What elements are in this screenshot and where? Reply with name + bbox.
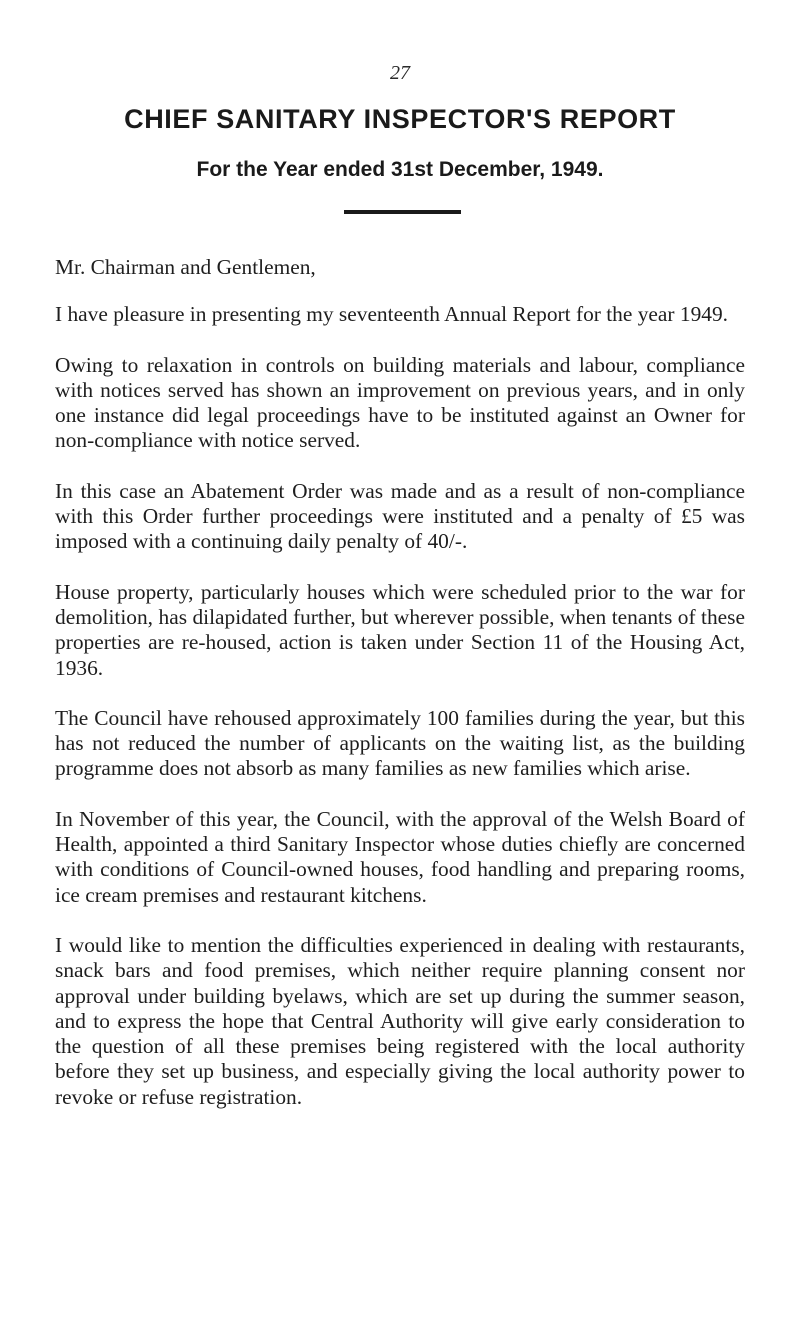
paragraph-food-premises: I would like to mention the difficulties experienced in dealing with restaurants, snack bars and food premises, which neither require planning consent nor approval under building byelaws, which are set up during the summer season, and to express the hope that Central Authority will give early consideration to the question of all these premises being registered with the local authority before they set up business, and especially giving the local authority power to revoke or refuse registration.: [55, 932, 745, 1109]
page-number: 27: [390, 62, 410, 84]
paragraph-third-inspector: In November of this year, the Council, with the approval of the Welsh Board of Health, appointed a third Sanitary Inspector whose duties chiefly are concerned with conditions of Council-owned houses, food handling and preparing rooms, ice cream premises and restaurant kitchens.: [55, 806, 745, 907]
report-title: CHIEF SANITARY INSPECTOR'S REPORT: [124, 104, 676, 134]
title-divider: [344, 210, 461, 214]
report-body: [55, 255, 745, 1135]
paragraph-abatement-order: In this case an Abatement Order was made and as a result of non-compliance with this Order further proceedings were instituted and a penalty of £5 was imposed with a continuing daily penalty of 40/-.: [55, 478, 745, 554]
paragraph-rehousing: The Council have rehoused approximately 100 families during the year, but this has not reduced the number of applicants on the waiting list, as the building programme does not absorb as many families as new families which arise.: [55, 705, 745, 781]
report-subtitle: For the Year ended 31st December, 1949.: [196, 158, 604, 181]
salutation: Mr. Chairman and Gentlemen,: [55, 255, 316, 279]
paragraph-annual-report: I have pleasure in presenting my seventeenth Annual Report for the year 1949.: [55, 302, 729, 327]
paragraph-compliance: Owing to relaxation in controls on building materials and labour, compliance with notices served has shown an improvement on previous years, and in only one instance did legal proceedings have to be instituted against an Owner for non-compliance with notice served.: [55, 352, 745, 453]
paragraph-house-property: House property, particularly houses which were scheduled prior to the war for demolition, has dilapidated further, but wherever possible, when tenants of these properties are re-housed, action is taken under Section 11 of the Housing Act, 1936.: [55, 579, 745, 680]
